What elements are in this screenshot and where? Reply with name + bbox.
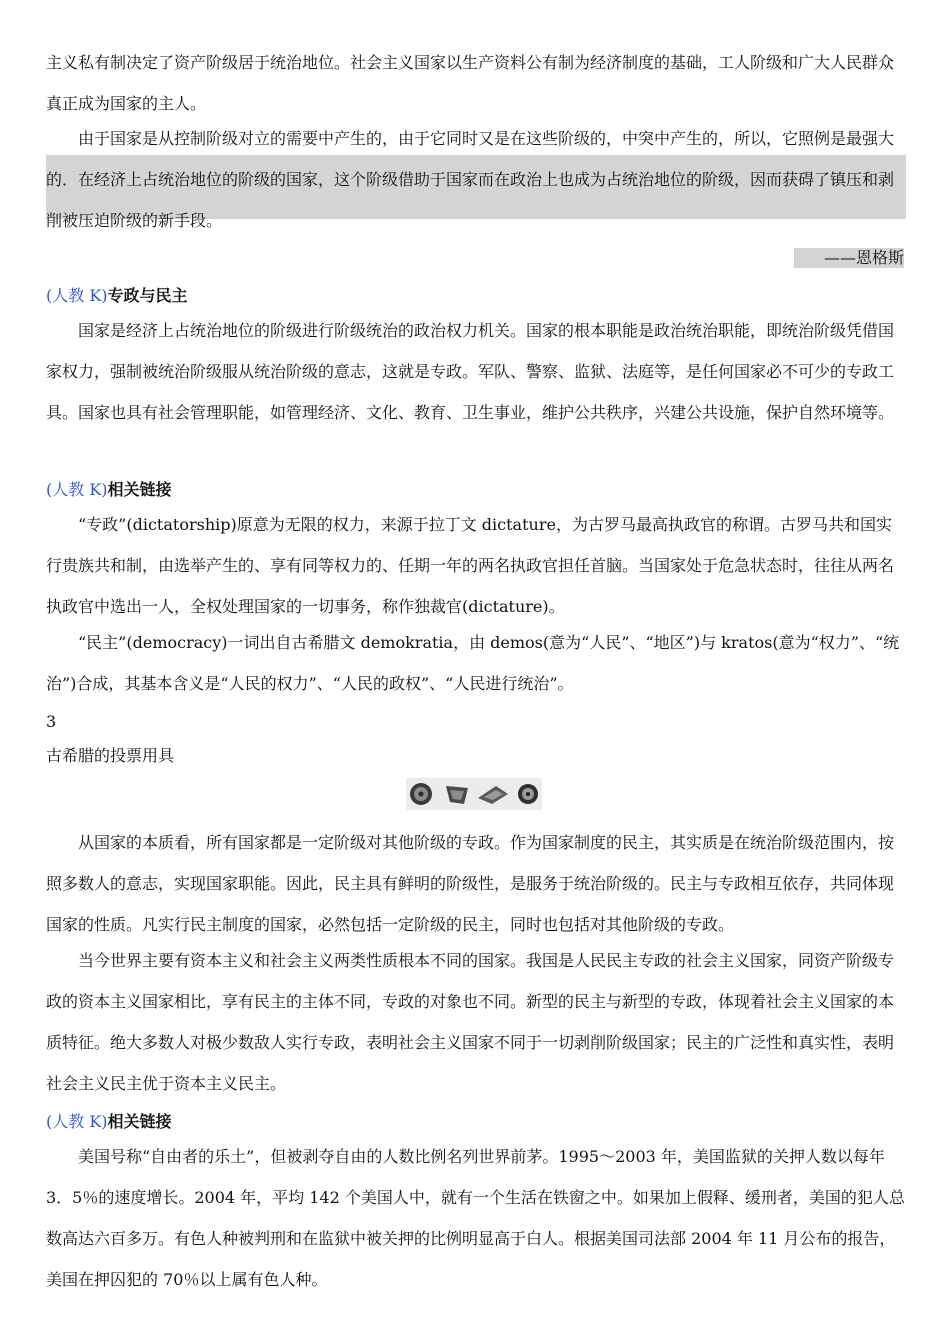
section-heading-related-link-1	[46, 478, 172, 502]
page-number: 3	[46, 712, 57, 731]
section-title: 专政与民主	[107, 286, 188, 305]
voting-disc-icon	[410, 783, 432, 805]
section-tag: (人教 K)	[46, 480, 108, 499]
paragraph-democracy-origin: “民主”(democracy)一词出自古希腊文 demokratia，由 demos(意为“人民”、“地区”)与 kratos(意为“权力”、“统治”)合成，其基本含义是“人民的权力”、“人民的政权”、“人民进行统治”。	[46, 633, 900, 693]
paragraph-state-functions: 国家是经济上占统治地位的阶级进行阶级统治的政治权力机关。国家的根本职能是政治统治职能，即统治阶级凭借国家权力，强制被统治阶级服从统治阶级的意志，这就是专政。军队、警察、监狱、法庭等，是任何国家必不可少的专政工具。国家也具有社会管理职能，如管理经济、文化、教育、卫生事业，维护公共秩序，兴建公共设施，保护自然环境等。	[46, 321, 895, 422]
voting-token-icon	[478, 786, 508, 804]
paragraph-state-essence: 从国家的本质看，所有国家都是一定阶级对其他阶级的专政。作为国家制度的民主，其实质是在统治阶级范围内，按照多数人的意志，实现国家职能。因此，民主具有鲜明的阶级性，是服务于统治阶级的。民主与专政相互依存，共同体现国家的性质。凡实行民主制度的国家，必然包括一定阶级的民主，同时也包括对其他阶级的专政。	[46, 833, 895, 934]
figure-caption: 古希腊的投票用具	[46, 746, 175, 765]
section-tag: (人教 K)	[46, 286, 108, 305]
greek-voting-tools-image	[406, 778, 542, 810]
paragraph-us-prisons: 美国号称“自由者的乐土”，但被剥夺自由的人数比例名列世界前茅。1995～2003 年，美国监狱的关押人数以每年 3．5％的速度增长。2004 年，平均 142 个美国人中，就有一个生活在铁窗之中。如果加上假释、缓刑者，美国的犯人总数高达六百多万。有色人种被判刑和在监狱中被关押的比例明显高于白人。根据美国司法部 2004 年 11 月公布的报告，美国在押囚犯的 70％以上属有色人种。	[46, 1147, 905, 1289]
quote-attribution: ——恩格斯	[794, 248, 904, 268]
section-title: 相关链接	[107, 480, 172, 499]
engels-quote: 由于国家是从控制阶级对立的需要中产生的，由于它同时又是在这些阶级的，中突中产生的，所以，它照例是最强大的．在经济上占统治地位的阶级的国家，这个阶级借助于国家而在政治上也成为占统治地位的阶级，因而获碍了镇压和剥削被压迫阶级的新手段。	[46, 118, 906, 241]
paragraph-ownership: 主义私有制决定了资产阶级居于统治地位。社会主义国家以生产资料公有制为经济制度的基础，工人阶级和广大人民群众真正成为国家的主人。	[46, 53, 895, 113]
section-tag: (人教 K)	[46, 1112, 108, 1131]
paragraph-two-state-types: 当今世界主要有资本主义和社会主义两类性质根本不同的国家。我国是人民民主专政的社会主义国家，同资产阶级专政的资本主义国家相比，享有民主的主体不同，专政的对象也不同。新型的民主与新型的专政，体现着社会主义国家的本质特征。绝大多数人对极少数敌人实行专政，表明社会主义国家不同于一切剥削阶级国家；民主的广泛性和真实性，表明社会主义民主优于资本主义民主。	[46, 951, 895, 1093]
paragraph-dictatorship-origin: “专政”(dictatorship)原意为无限的权力，来源于拉丁文 dictature，为古罗马最高执政官的称谓。古罗马共和国实行贵族共和制，由选举产生的、享有同等权力的、任期一年的两名执政官担任首脑。当国家处于危急状态时，往往从两名执政官中选出一人，全权处理国家的一切事务，称作独裁官(dictature)。	[46, 515, 895, 616]
section-title: 相关链接	[107, 1112, 172, 1131]
voting-token-icon	[446, 786, 468, 804]
voting-disc-icon	[518, 784, 538, 804]
section-heading-related-link-2	[46, 1110, 172, 1134]
section-heading-dictatorship-democracy	[46, 284, 188, 308]
